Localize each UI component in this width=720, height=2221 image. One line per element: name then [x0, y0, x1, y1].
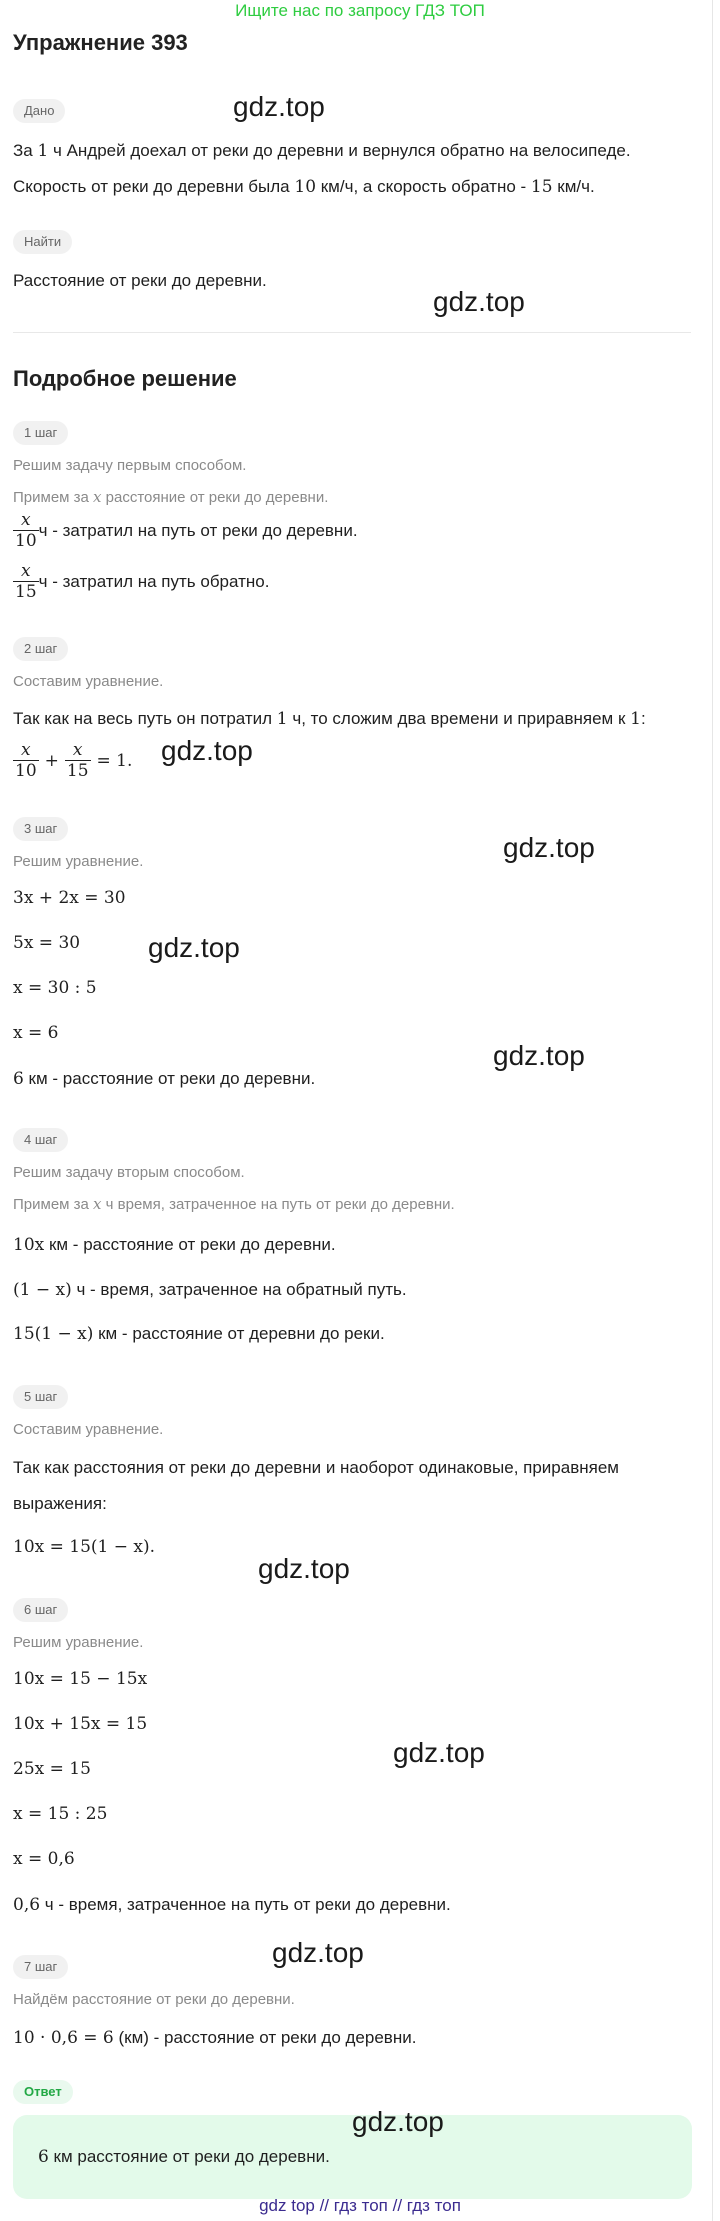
step-3-eq-3: x = 30 : 5	[13, 978, 97, 998]
step-6-result: 0,6 ч - время, затраченное на путь от реки до деревни.	[13, 1895, 451, 1915]
given-text-2: Скорость от реки до деревни была 10 км/ч, а скорость обратно - 15 км/ч.	[13, 177, 595, 197]
step-5-line-2: выражения:	[13, 1494, 107, 1513]
watermark: gdz.top	[272, 1937, 364, 1968]
answer-badge: Ответ	[13, 2080, 73, 2104]
page-title: Упражнение 393	[13, 30, 188, 55]
step-6-eq-4: x = 15 : 25	[13, 1804, 108, 1824]
find-badge: Найти	[13, 230, 72, 254]
right-divider	[712, 0, 713, 2221]
watermark: gdz.top	[503, 832, 595, 863]
step-7-badge: 7 шаг	[13, 1955, 68, 1979]
step-2-badge: 2 шаг	[13, 637, 68, 661]
step-1-note-2: Примем за x расстояние от реки до деревни.	[13, 488, 329, 506]
step-7-note: Найдём расстояние от реки до деревни.	[13, 1991, 295, 2008]
step-2-equation: $\frac{x}{10}$ + $\frac{x}{15}$ = 1.	[15, 740, 133, 781]
step-3-eq-2: 5x = 30	[13, 933, 81, 953]
watermark: gdz.top	[433, 286, 525, 317]
step-7-result: 10 · 0,6 = 6 (км) - расстояние от реки до деревни.	[13, 2028, 417, 2048]
watermark: gdz.top	[493, 1040, 585, 1071]
step-5-equation: 10x = 15(1 − x).	[13, 1537, 156, 1557]
step-3-note: Решим уравнение.	[13, 853, 144, 870]
step-6-eq-3: 25x = 15	[13, 1759, 91, 1779]
step-6-eq-1: 10x = 15 − 15x	[13, 1669, 148, 1689]
step-3-eq-4: x = 6	[13, 1023, 59, 1043]
step-5-badge: 5 шаг	[13, 1385, 68, 1409]
find-text: Расстояние от реки до деревни.	[13, 271, 267, 290]
watermark: gdz.top	[161, 735, 253, 766]
step-4-line-3: 15(1 − x) км - расстояние от деревни до реки.	[13, 1324, 385, 1344]
watermark: gdz.top	[393, 1737, 485, 1768]
step-4-badge: 4 шаг	[13, 1128, 68, 1152]
step-6-badge: 6 шаг	[13, 1598, 68, 1622]
step-1-fraction-line-2: $\frac{x}{15}$ ч - затратил на путь обратно.	[15, 561, 270, 602]
watermark: gdz.top	[233, 91, 325, 122]
step-1-badge: 1 шаг	[13, 421, 68, 445]
step-3-badge: 3 шаг	[13, 817, 68, 841]
step-4-line-1: 10x км - расстояние от реки до деревни.	[13, 1235, 336, 1255]
step-3-result: 6 км - расстояние от реки до деревни.	[13, 1069, 316, 1089]
step-4-note-2: Примем за x ч время, затраченное на путь от реки до деревни.	[13, 1195, 455, 1213]
search-banner[interactable]: Ищите нас по запросу ГДЗ ТОП	[235, 1, 485, 20]
solution-title: Подробное решение	[13, 366, 237, 391]
step-5-line-1: Так как расстояния от реки до деревни и наоборот одинаковые, приравняем	[13, 1458, 619, 1477]
footer-links[interactable]: gdz top // гдз топ // гдз топ	[259, 2196, 461, 2215]
given-badge: Дано	[13, 99, 65, 123]
fraction: $\frac{x}{10}$	[15, 510, 37, 551]
fraction: $\frac{x}{10}$	[15, 740, 37, 781]
answer-text: 6 км расстояние от реки до деревни.	[38, 2147, 330, 2167]
step-4-note-1: Решим задачу вторым способом.	[13, 1164, 245, 1181]
given-text-1: За 1 ч Андрей доехал от реки до деревни и вернулся обратно на велосипеде.	[13, 141, 631, 161]
step-1-note-1: Решим задачу первым способом.	[13, 457, 247, 474]
step-2-note: Составим уравнение.	[13, 673, 164, 690]
watermark: gdz.top	[258, 1553, 350, 1584]
step-3-eq-1: 3x + 2x = 30	[13, 888, 126, 908]
divider	[13, 332, 691, 333]
step-2-text: Так как на весь путь он потратил 1 ч, то сложим два времени и приравняем к 1:	[13, 709, 646, 729]
step-1-fraction-line-1: $\frac{x}{10}$ ч - затратил на путь от реки до деревни.	[15, 510, 358, 551]
step-5-note: Составим уравнение.	[13, 1421, 164, 1438]
watermark: gdz.top	[148, 932, 240, 963]
step-6-eq-5: x = 0,6	[13, 1849, 75, 1869]
fraction: $\frac{x}{15}$	[15, 561, 37, 602]
step-6-note: Решим уравнение.	[13, 1634, 144, 1651]
step-6-eq-2: 10x + 15x = 15	[13, 1714, 148, 1734]
fraction: $\frac{x}{15}$	[66, 740, 89, 781]
watermark: gdz.top	[352, 2106, 444, 2137]
step-4-line-2: (1 − x) ч - время, затраченное на обратный путь.	[13, 1280, 407, 1300]
